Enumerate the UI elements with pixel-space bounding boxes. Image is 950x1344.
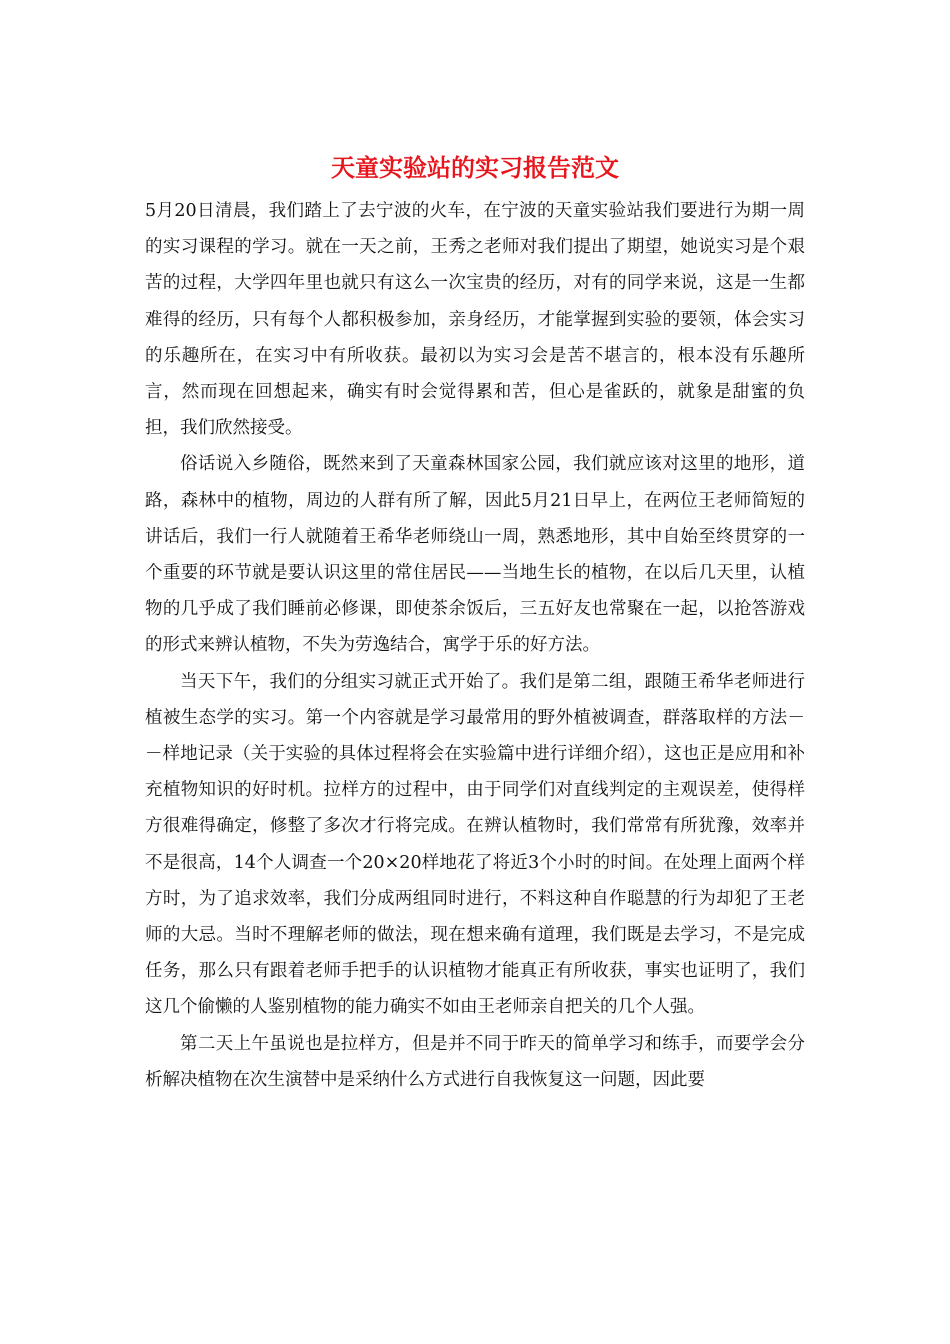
paragraph-1: 5月20日清晨，我们踏上了去宁波的火车，在宁波的天童实验站我们要进行为期一周的实习课程的学习。就在一天之前，王秀之老师对我们提出了期望，她说实习是个艰苦的过程，大学四年里也就只有这么一次宝贵的经历，对有的同学来说，这是一生都难得的经历，只有每个人都积极参加，亲身经历，才能掌握到实验的要领，体会实习的乐趣所在，在实习中有所收获。最初以为实习会是苦不堪言的，根本没有乐趣所言，然而现在回想起来，确实有时会觉得累和苦，但心是雀跃的，就象是甜蜜的负担，我们欣然接受。 [145, 201, 805, 439]
paragraph-4: 第二天上午虽说也是拉样方，但是并不同于昨天的简单学习和练手，而要学会分析解决植物在次生演替中是采纳什么方式进行自我恢复这一问题，因此要 [145, 1033, 805, 1090]
document-title: 天童实验站的实习报告范文 [331, 153, 619, 182]
paragraph-3: 当天下午，我们的分组实习就正式开始了。我们是第二组，跟随王希华老师进行植被生态学的实习。第一个内容就是学习最常用的野外植被调查，群落取样的方法－－样地记录（关于实验的具体过程将会在实验篇中进行详细介绍），这也正是应用和补充植物知识的好时机。拉样方的过程中，由于同学们对直线判定的主观误差，使得样方很难得确定，修整了多次才行将完成。在辨认植物时，我们常常有所犹豫，效率并不是很高，14个人调查一个20×20样地花了将近3个小时的时间。在处理上面两个样方时，为了追求效率，我们分成两组同时进行，不料这种自作聪慧的行为却犯了王老师的大忌。当时不理解老师的做法，现在想来确有道理，我们既是去学习，不是完成任务，那么只有跟着老师手把手的认识植物才能真正有所收获，事实也证明了，我们这几个偷懒的人鉴别植物的能力确实不如由王老师亲自把关的几个人强。 [145, 671, 805, 1018]
document-body [145, 193, 805, 1098]
paragraph-2: 俗话说入乡随俗，既然来到了天童森林国家公园，我们就应该对这里的地形，道路，森林中的植物，周边的人群有所了解，因此5月21日早上，在两位王老师简短的讲话后，我们一行人就随着王希华老师绕山一周，熟悉地形，其中自始至终贯穿的一个重要的环节就是要认识这里的常住居民——当地生长的植物，在以后几天里，认植物的几乎成了我们睡前必修课，即使茶余饭后，三五好友也常聚在一起，以抢答游戏的形式来辨认植物，不失为劳逸结合，寓学于乐的好方法。 [145, 454, 805, 656]
